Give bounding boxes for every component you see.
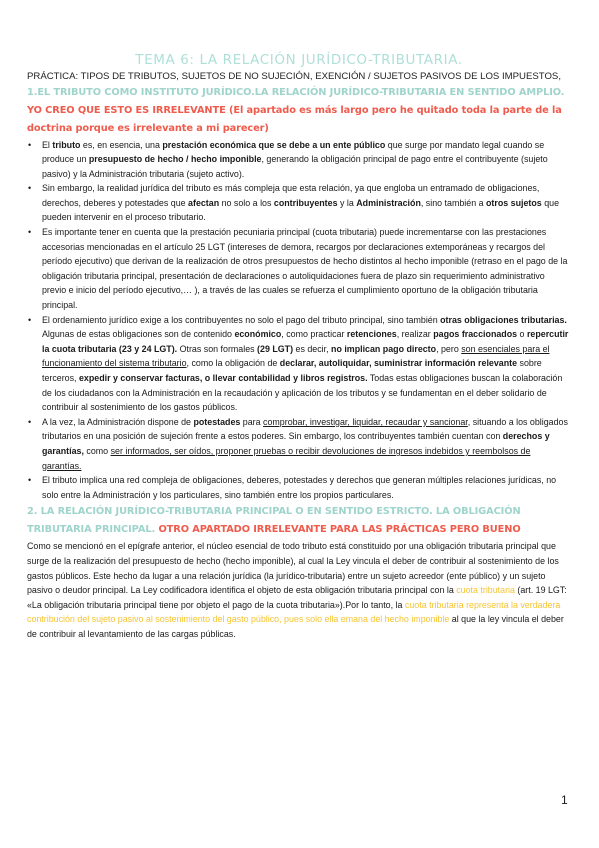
text: y la — [337, 197, 357, 208]
document-page — [27, 52, 571, 642]
text: Sin embargo, la realidad jurídica del tributo es más compleja que esta relación, ya que engloba un entramado de obligaciones, derechos, deberes y potestades que — [42, 183, 540, 208]
section-1-heading-note: YO CREO QUE ESTO ES IRRELEVANTE (El apartado es más largo pero he quitado toda la parte de la doctrina porque es irrelevante a mi parecer) — [27, 104, 562, 134]
bold-term: derechos y garantías, — [42, 431, 550, 456]
section-2-heading — [27, 503, 571, 539]
text: , como la obligación de — [186, 358, 280, 369]
bold-term: tributo — [52, 139, 81, 150]
section-1-heading-main: 1.EL TRIBUTO COMO INSTITUTO JURÍDICO.LA RELACIÓN JURÍDICO-TRIBUTARIA EN SENTIDO AMPLIO. — [27, 86, 565, 98]
text: , sino también a — [420, 197, 486, 208]
bold-term: expedir y conservar facturas, o llevar contabilidad y libros registros. — [79, 373, 368, 383]
bold-term: económico — [234, 329, 282, 340]
text: como — [83, 445, 111, 456]
section-1-bullets — [27, 138, 571, 503]
text: , como practicar — [281, 329, 347, 340]
document-subtitle: PRÁCTICA: TIPOS DE TRIBUTOS, SUJETOS DE NO SUJECIÓN, EXENCIÓN / SUJETOS PASIVOS DE LOS IMPUESTOS, — [27, 71, 561, 82]
bold-term: declarar, autoliquidar, suministrar información relevante — [279, 358, 518, 369]
text: que surge por mandato legal cuando se produce un — [42, 139, 545, 165]
bullet-6: • El tributo implica una red compleja de obligaciones, deberes, potestades y derechos que generan múltiples relaciones jurídicas, no solo entre la Administración y los particulares, sino también entre los propios particulares. — [36, 473, 571, 502]
page-number: 1 — [561, 793, 568, 807]
text: , realizar — [396, 329, 434, 340]
bold-term: otras obligaciones tributarias. — [440, 314, 567, 325]
bold-term: otros sujetos — [486, 197, 542, 208]
highlighted-text: cuota tributaria — [456, 585, 515, 596]
text: es, en esencia, una — [80, 139, 163, 150]
text: sobre terceros, — [42, 358, 542, 383]
bullet-3: • Es importante tener en cuenta que la prestación pecuniaria principal (cuota tributaria) puede incrementarse con las prestaciones accesorias mencionadas en el artículo 25 LGT (intereses de demora, recargos por declaraciones extemporáneas y recargos del período ejecutivo) que derivan de la realización de otros presupuestos de hecho distintos al hecho imponible (retraso en el pago de la obligación tributaria principal, presentación de declaraciones o autoliquidaciones fuera de plazo sin requerimiento administrativo previo e inicio del período ejecutivo,… ), a través de las cuales se refuerza el cumplimiento oportuno de la obligación tributaria principal. — [36, 225, 571, 313]
bold-term: potestades — [193, 416, 241, 427]
bullet-4 — [36, 313, 571, 415]
text: (art. 19 LGT: «La obligación tributaria principal tiene por objeto el pago de la cuota tributaria»).Por lo tanto, la — [27, 585, 567, 610]
underlined-text: comprobar, investigar, liquidar, recaudar y sancionar — [263, 416, 468, 427]
text: Todas estas obligaciones buscan la colaboración de los ciudadanos con la Administración en la recaudación y aplicación de los tributos y se fundamentan en el deber solidario de contribuir al sostenimiento de los gastos públicos. — [42, 373, 563, 413]
text: El — [42, 139, 53, 150]
text: que pueden intervenir en el proceso tributario. — [42, 197, 560, 223]
bullet-1 — [36, 138, 571, 182]
section-2-paragraph — [27, 539, 571, 641]
underlined-text: ser informados, ser oídos, proponer pruebas o recibir devoluciones de ingresos indebidos y reembolsos de garantías. — [42, 445, 531, 471]
text: El ordenamiento jurídico exige a los contribuyentes no solo el pago del tributo principal, sino también — [42, 314, 441, 325]
text: A la vez, la Administración dispone de — [42, 416, 194, 427]
bold-term: afectan — [188, 197, 220, 208]
bold-term: Administración — [356, 197, 421, 208]
text: , situando a los obligados tributarios en una posición de sujeción frente a estos poderes. Sin embargo, los contribuyentes también cuentan con — [42, 416, 568, 442]
section-2-heading-note: OTRO APARTADO IRRELEVANTE PARA LAS PRÁCTICAS PERO BUENO — [158, 524, 521, 536]
bold-term: no implican pago directo — [331, 343, 437, 354]
bold-term: pagos fraccionados — [433, 329, 518, 340]
bold-term: presupuesto de hecho / hecho imponible — [88, 154, 262, 165]
text: , pero — [436, 343, 462, 354]
text: o — [517, 329, 527, 340]
bullet-5 — [36, 415, 571, 473]
bold-term: repercutir la cuota tributaria (23 y 24 LGT). — [42, 329, 569, 354]
bold-term: (29 LGT) — [257, 343, 294, 354]
text: es decir, — [293, 343, 332, 354]
text: Algunas de estas obligaciones son de contenido — [42, 329, 235, 340]
document-title: TEMA 6: LA RELACIÓN JURÍDICO-TRIBUTARIA. — [135, 52, 463, 68]
underlined-text: son esenciales para el funcionamiento del sistema tributario — [42, 343, 550, 369]
bold-term: retenciones — [346, 329, 397, 340]
text: para — [240, 416, 264, 427]
highlighted-text: cuota tributaria representa la verdadera contribución del sujeto pasivo al sostenimiento del gasto público, pues solo ella emana del hecho imponible — [27, 599, 561, 625]
text: al que la ley vincula el deber de contribuir al levantamiento de las cargas públicas. — [27, 614, 564, 639]
bullet-2 — [36, 181, 571, 225]
text: no solo a los — [219, 197, 274, 208]
bold-term: prestación económica que se debe a un ente público — [162, 139, 386, 150]
text: Otras son formales — [177, 343, 258, 354]
section-1-heading — [27, 84, 571, 138]
section-2-heading-main: 2. LA RELACIÓN JURÍDICO-TRIBUTARIA PRINCIPAL O EN SENTIDO ESTRICTO. LA OBLIGACIÓN TRIBUTARIA PRINCIPAL. — [27, 506, 521, 536]
text: Como se mencionó en el epígrafe anterior, el núcleo esencial de todo tributo está constituido por una obligación tributaria principal que surge de la realización del presupuesto de hecho (hecho imponible), al cual la Ley vincula el deber de contribuir al sostenimiento de los gastos públicos. Este hecho da lugar a una relación jurídica (la jurídico-tributaria) entre un sujeto acreedor (ente público) y un sujeto pasivo o deudor principal. La Ley codificadora identifica el objeto de esta obligación tributaria principal con la — [27, 541, 559, 596]
bold-term: contribuyentes — [273, 197, 338, 208]
text: , generando la obligación principal de pago entre el contribuyente (sujeto pasivo) y la Administración tributaria (sujeto activo). — [42, 154, 548, 179]
